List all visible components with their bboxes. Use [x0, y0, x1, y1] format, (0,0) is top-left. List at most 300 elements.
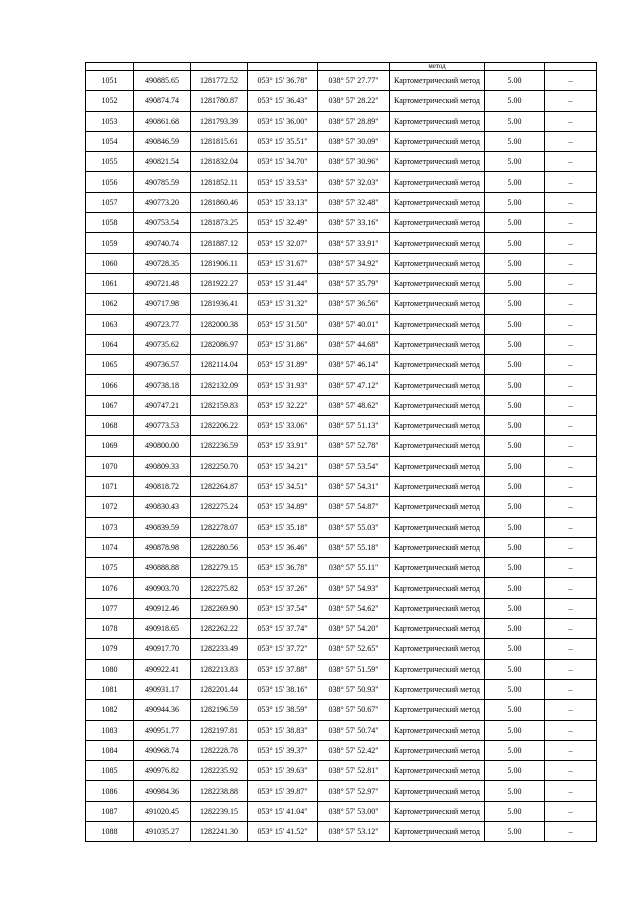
table-row: [86, 131, 597, 151]
method-cell: Картометрический метод: [390, 273, 485, 293]
note-cell: –: [545, 192, 597, 212]
method-cell: Картометрический метод: [390, 355, 485, 375]
longitude-cell: 038° 57' 48.62": [318, 395, 390, 415]
x-coordinate-cell: 490728.35: [134, 253, 191, 273]
point-number-cell: 1057: [86, 192, 134, 212]
point-number-cell: 1059: [86, 233, 134, 253]
accuracy-cell: 5.00: [485, 456, 545, 476]
point-number-cell: 1071: [86, 476, 134, 496]
latitude-cell: 053° 15' 33.13": [248, 192, 318, 212]
accuracy-cell: 5.00: [485, 619, 545, 639]
longitude-cell: 038° 57' 55.03": [318, 517, 390, 537]
table-row: [86, 395, 597, 415]
table-row: [86, 679, 597, 699]
method-cell: Картометрический метод: [390, 659, 485, 679]
x-coordinate-cell: 490735.62: [134, 334, 191, 354]
point-number-cell: 1066: [86, 375, 134, 395]
table-row: [86, 71, 597, 91]
note-cell: –: [545, 111, 597, 131]
method-cell: Картометрический метод: [390, 598, 485, 618]
y-coordinate-cell: 1282235.92: [191, 761, 248, 781]
method-cell: Картометрический метод: [390, 192, 485, 212]
longitude-cell: 038° 57' 52.65": [318, 639, 390, 659]
longitude-cell: 038° 57' 53.54": [318, 456, 390, 476]
point-number-cell: 1061: [86, 273, 134, 293]
x-coordinate-cell: 490785.59: [134, 172, 191, 192]
accuracy-cell: 5.00: [485, 497, 545, 517]
latitude-cell: 053° 15' 32.49": [248, 213, 318, 233]
y-coordinate-cell: 1282233.49: [191, 639, 248, 659]
point-number-cell: 1085: [86, 761, 134, 781]
point-number-cell: 1075: [86, 558, 134, 578]
table-row: [86, 619, 597, 639]
accuracy-cell: 5.00: [485, 679, 545, 699]
longitude-cell: 038° 57' 52.81": [318, 761, 390, 781]
x-coordinate-cell: 490738.18: [134, 375, 191, 395]
table-row: [86, 476, 597, 496]
note-cell: –: [545, 355, 597, 375]
point-number-cell: 1068: [86, 416, 134, 436]
accuracy-cell: 5.00: [485, 740, 545, 760]
point-number-cell: 1060: [86, 253, 134, 273]
method-cell: Картометрический метод: [390, 761, 485, 781]
longitude-cell: 038° 57' 28.22": [318, 91, 390, 111]
accuracy-cell: 5.00: [485, 537, 545, 557]
y-coordinate-cell: 1282206.22: [191, 416, 248, 436]
longitude-cell: 038° 57' 52.42": [318, 740, 390, 760]
note-cell: –: [545, 497, 597, 517]
longitude-cell: 038° 57' 54.20": [318, 619, 390, 639]
note-cell: –: [545, 131, 597, 151]
point-number-cell: 1055: [86, 152, 134, 172]
x-coordinate-cell: 490917.70: [134, 639, 191, 659]
latitude-cell: 053° 15' 34.89": [248, 497, 318, 517]
latitude-cell: 053° 15' 37.72": [248, 639, 318, 659]
x-coordinate-cell: 490931.17: [134, 679, 191, 699]
longitude-cell: 038° 57' 50.93": [318, 679, 390, 699]
note-cell: –: [545, 233, 597, 253]
table-row: [86, 152, 597, 172]
x-coordinate-cell: 490773.53: [134, 416, 191, 436]
note-cell: –: [545, 172, 597, 192]
method-cell: Картометрический метод: [390, 679, 485, 699]
point-number-cell: 1080: [86, 659, 134, 679]
accuracy-cell: 5.00: [485, 253, 545, 273]
latitude-cell: 053° 15' 31.93": [248, 375, 318, 395]
note-cell: –: [545, 476, 597, 496]
point-number-cell: 1078: [86, 619, 134, 639]
accuracy-cell: 5.00: [485, 71, 545, 91]
table-row: [86, 517, 597, 537]
latitude-cell: 053° 15' 32.07": [248, 233, 318, 253]
y-coordinate-cell: 1282228.78: [191, 740, 248, 760]
x-coordinate-cell: 490717.98: [134, 294, 191, 314]
accuracy-cell: 5.00: [485, 781, 545, 801]
latitude-cell: 053° 15' 36.78": [248, 558, 318, 578]
note-cell: –: [545, 821, 597, 841]
y-coordinate-cell: 1282275.82: [191, 578, 248, 598]
table-row: [86, 639, 597, 659]
accuracy-cell: 5.00: [485, 720, 545, 740]
x-coordinate-cell: 490839.59: [134, 517, 191, 537]
y-coordinate-cell: 1282213.83: [191, 659, 248, 679]
longitude-cell: 038° 57' 44.68": [318, 334, 390, 354]
note-cell: –: [545, 700, 597, 720]
method-cell: Картометрический метод: [390, 456, 485, 476]
point-number-cell: 1083: [86, 720, 134, 740]
latitude-cell: 053° 15' 31.32": [248, 294, 318, 314]
longitude-cell: 038° 57' 55.11": [318, 558, 390, 578]
point-number-cell: 1077: [86, 598, 134, 618]
y-coordinate-cell: 1282236.59: [191, 436, 248, 456]
latitude-cell: 053° 15' 35.51": [248, 131, 318, 151]
accuracy-cell: 5.00: [485, 91, 545, 111]
x-coordinate-cell: 490773.20: [134, 192, 191, 212]
note-cell: –: [545, 558, 597, 578]
x-coordinate-cell: 490753.54: [134, 213, 191, 233]
x-coordinate-cell: 490800.00: [134, 436, 191, 456]
point-number-cell: 1053: [86, 111, 134, 131]
accuracy-cell: 5.00: [485, 558, 545, 578]
note-cell: –: [545, 537, 597, 557]
latitude-cell: 053° 15' 38.59": [248, 700, 318, 720]
note-cell: –: [545, 294, 597, 314]
longitude-cell: 038° 57' 28.89": [318, 111, 390, 131]
method-cell: Картометрический метод: [390, 476, 485, 496]
accuracy-cell: 5.00: [485, 761, 545, 781]
x-coordinate-cell: 490951.77: [134, 720, 191, 740]
note-cell: –: [545, 375, 597, 395]
method-cell: Картометрический метод: [390, 395, 485, 415]
point-number-cell: 1052: [86, 91, 134, 111]
table-row: [86, 192, 597, 212]
y-coordinate-cell: 1281922.27: [191, 273, 248, 293]
accuracy-cell: 5.00: [485, 213, 545, 233]
y-coordinate-cell: 1282197.81: [191, 720, 248, 740]
method-cell: Картометрический метод: [390, 152, 485, 172]
y-coordinate-cell: 1281852.11: [191, 172, 248, 192]
method-cell: Картометрический метод: [390, 781, 485, 801]
longitude-cell: 038° 57' 54.93": [318, 578, 390, 598]
table-row: [86, 111, 597, 131]
accuracy-cell: 5.00: [485, 233, 545, 253]
accuracy-cell: 5.00: [485, 416, 545, 436]
y-coordinate-cell: 1282264.87: [191, 476, 248, 496]
accuracy-cell: 5.00: [485, 517, 545, 537]
longitude-cell: 038° 57' 36.56": [318, 294, 390, 314]
method-cell: Картометрический метод: [390, 436, 485, 456]
x-coordinate-cell: 490984.36: [134, 781, 191, 801]
latitude-cell: 053° 15' 34.51": [248, 476, 318, 496]
latitude-cell: 053° 15' 34.70": [248, 152, 318, 172]
table-row: [86, 781, 597, 801]
latitude-cell: 053° 15' 33.91": [248, 436, 318, 456]
method-cell: Картометрический метод: [390, 740, 485, 760]
longitude-cell: 038° 57' 27.77": [318, 71, 390, 91]
accuracy-cell: 5.00: [485, 700, 545, 720]
longitude-cell: 038° 57' 52.78": [318, 436, 390, 456]
table-row: [86, 497, 597, 517]
longitude-cell: 038° 57' 40.01": [318, 314, 390, 334]
table-row: [86, 537, 597, 557]
accuracy-cell: 5.00: [485, 172, 545, 192]
note-cell: –: [545, 517, 597, 537]
table-row: [86, 761, 597, 781]
x-coordinate-cell: 490736.57: [134, 355, 191, 375]
method-cell: Картометрический метод: [390, 821, 485, 841]
latitude-cell: 053° 15' 34.21": [248, 456, 318, 476]
point-number-cell: 1082: [86, 700, 134, 720]
accuracy-cell: 5.00: [485, 801, 545, 821]
x-coordinate-cell: 490830.43: [134, 497, 191, 517]
table-row: [86, 720, 597, 740]
longitude-cell: 038° 57' 32.48": [318, 192, 390, 212]
y-coordinate-cell: 1281815.61: [191, 131, 248, 151]
point-number-cell: 1051: [86, 71, 134, 91]
note-cell: –: [545, 619, 597, 639]
accuracy-cell: 5.00: [485, 375, 545, 395]
point-number-cell: 1069: [86, 436, 134, 456]
point-number-cell: 1072: [86, 497, 134, 517]
longitude-cell: 038° 57' 53.00": [318, 801, 390, 821]
table-row: [86, 436, 597, 456]
longitude-cell: 038° 57' 51.59": [318, 659, 390, 679]
latitude-cell: 053° 15' 37.74": [248, 619, 318, 639]
method-cell: Картометрический метод: [390, 416, 485, 436]
longitude-cell: 038° 57' 50.74": [318, 720, 390, 740]
y-coordinate-cell: 1282239.15: [191, 801, 248, 821]
y-coordinate-cell: 1282201.44: [191, 679, 248, 699]
latitude-cell: 053° 15' 39.63": [248, 761, 318, 781]
continued-cell-8: [545, 63, 597, 71]
table-row: [86, 821, 597, 841]
note-cell: –: [545, 801, 597, 821]
x-coordinate-cell: 490846.59: [134, 131, 191, 151]
x-coordinate-cell: 491035.27: [134, 821, 191, 841]
y-coordinate-cell: 1281832.04: [191, 152, 248, 172]
x-coordinate-cell: 490976.82: [134, 761, 191, 781]
note-cell: –: [545, 395, 597, 415]
longitude-cell: 038° 57' 51.13": [318, 416, 390, 436]
method-cell: Картометрический метод: [390, 253, 485, 273]
method-cell: Картометрический метод: [390, 619, 485, 639]
note-cell: –: [545, 598, 597, 618]
method-cell: Картометрический метод: [390, 294, 485, 314]
method-cell: Картометрический метод: [390, 111, 485, 131]
longitude-cell: 038° 57' 54.62": [318, 598, 390, 618]
longitude-cell: 038° 57' 33.16": [318, 213, 390, 233]
method-cell: Картометрический метод: [390, 558, 485, 578]
point-number-cell: 1058: [86, 213, 134, 233]
longitude-cell: 038° 57' 52.97": [318, 781, 390, 801]
accuracy-cell: 5.00: [485, 131, 545, 151]
table-row: [86, 334, 597, 354]
y-coordinate-cell: 1281906.11: [191, 253, 248, 273]
longitude-cell: 038° 57' 55.18": [318, 537, 390, 557]
coordinates-table: [85, 62, 597, 842]
point-number-cell: 1087: [86, 801, 134, 821]
x-coordinate-cell: 490918.65: [134, 619, 191, 639]
table-row: [86, 314, 597, 334]
point-number-cell: 1063: [86, 314, 134, 334]
table-row: [86, 91, 597, 111]
y-coordinate-cell: 1281780.87: [191, 91, 248, 111]
latitude-cell: 053° 15' 31.44": [248, 273, 318, 293]
y-coordinate-cell: 1281772.52: [191, 71, 248, 91]
latitude-cell: 053° 15' 31.86": [248, 334, 318, 354]
longitude-cell: 038° 57' 46.14": [318, 355, 390, 375]
longitude-cell: 038° 57' 50.67": [318, 700, 390, 720]
x-coordinate-cell: 490861.68: [134, 111, 191, 131]
method-cell: Картометрический метод: [390, 131, 485, 151]
note-cell: –: [545, 720, 597, 740]
note-cell: –: [545, 273, 597, 293]
continued-cell-5: [318, 63, 390, 71]
y-coordinate-cell: 1282278.07: [191, 517, 248, 537]
latitude-cell: 053° 15' 36.46": [248, 537, 318, 557]
x-coordinate-cell: 490885.65: [134, 71, 191, 91]
y-coordinate-cell: 1281873.25: [191, 213, 248, 233]
longitude-cell: 038° 57' 32.03": [318, 172, 390, 192]
latitude-cell: 053° 15' 37.88": [248, 659, 318, 679]
x-coordinate-cell: 490821.54: [134, 152, 191, 172]
y-coordinate-cell: 1282114.04: [191, 355, 248, 375]
continued-method-cell: метод: [390, 63, 485, 71]
x-coordinate-cell: 490912.46: [134, 598, 191, 618]
table-row: [86, 294, 597, 314]
method-cell: Картометрический метод: [390, 700, 485, 720]
point-number-cell: 1086: [86, 781, 134, 801]
x-coordinate-cell: 490721.48: [134, 273, 191, 293]
longitude-cell: 038° 57' 34.92": [318, 253, 390, 273]
table-row: [86, 578, 597, 598]
latitude-cell: 053° 15' 31.89": [248, 355, 318, 375]
accuracy-cell: 5.00: [485, 273, 545, 293]
longitude-cell: 038° 57' 30.09": [318, 131, 390, 151]
y-coordinate-cell: 1282238.88: [191, 781, 248, 801]
table-row: [86, 740, 597, 760]
point-number-cell: 1073: [86, 517, 134, 537]
accuracy-cell: 5.00: [485, 192, 545, 212]
method-cell: Картометрический метод: [390, 375, 485, 395]
latitude-cell: 053° 15' 36.00": [248, 111, 318, 131]
longitude-cell: 038° 57' 54.31": [318, 476, 390, 496]
accuracy-cell: 5.00: [485, 355, 545, 375]
point-number-cell: 1074: [86, 537, 134, 557]
point-number-cell: 1056: [86, 172, 134, 192]
x-coordinate-cell: 490922.41: [134, 659, 191, 679]
method-cell: Картометрический метод: [390, 314, 485, 334]
point-number-cell: 1065: [86, 355, 134, 375]
method-cell: Картометрический метод: [390, 334, 485, 354]
method-cell: Картометрический метод: [390, 213, 485, 233]
method-cell: Картометрический метод: [390, 801, 485, 821]
y-coordinate-cell: 1282250.70: [191, 456, 248, 476]
point-number-cell: 1070: [86, 456, 134, 476]
point-number-cell: 1067: [86, 395, 134, 415]
note-cell: –: [545, 578, 597, 598]
y-coordinate-cell: 1282196.59: [191, 700, 248, 720]
note-cell: –: [545, 781, 597, 801]
accuracy-cell: 5.00: [485, 659, 545, 679]
y-coordinate-cell: 1282262.22: [191, 619, 248, 639]
y-coordinate-cell: 1281793.39: [191, 111, 248, 131]
table-row: [86, 598, 597, 618]
note-cell: –: [545, 416, 597, 436]
x-coordinate-cell: 490874.74: [134, 91, 191, 111]
latitude-cell: 053° 15' 33.06": [248, 416, 318, 436]
latitude-cell: 053° 15' 37.26": [248, 578, 318, 598]
point-number-cell: 1084: [86, 740, 134, 760]
note-cell: –: [545, 436, 597, 456]
longitude-cell: 038° 57' 33.91": [318, 233, 390, 253]
method-cell: Картометрический метод: [390, 71, 485, 91]
note-cell: –: [545, 456, 597, 476]
continued-cell-7: [485, 63, 545, 71]
table-row: [86, 659, 597, 679]
accuracy-cell: 5.00: [485, 436, 545, 456]
table-row: [86, 375, 597, 395]
point-number-cell: 1081: [86, 679, 134, 699]
y-coordinate-cell: 1282279.15: [191, 558, 248, 578]
note-cell: –: [545, 740, 597, 760]
latitude-cell: 053° 15' 39.37": [248, 740, 318, 760]
x-coordinate-cell: 490888.88: [134, 558, 191, 578]
accuracy-cell: 5.00: [485, 639, 545, 659]
accuracy-cell: 5.00: [485, 314, 545, 334]
x-coordinate-cell: 490809.33: [134, 456, 191, 476]
table-row: [86, 801, 597, 821]
accuracy-cell: 5.00: [485, 821, 545, 841]
latitude-cell: 053° 15' 38.16": [248, 679, 318, 699]
x-coordinate-cell: 490944.36: [134, 700, 191, 720]
accuracy-cell: 5.00: [485, 395, 545, 415]
accuracy-cell: 5.00: [485, 476, 545, 496]
table-row: [86, 355, 597, 375]
method-cell: Картометрический метод: [390, 517, 485, 537]
y-coordinate-cell: 1282269.90: [191, 598, 248, 618]
method-cell: Картометрический метод: [390, 639, 485, 659]
continued-cell-4: [248, 63, 318, 71]
method-cell: Картометрический метод: [390, 91, 485, 111]
longitude-cell: 038° 57' 30.96": [318, 152, 390, 172]
accuracy-cell: 5.00: [485, 294, 545, 314]
y-coordinate-cell: 1282275.24: [191, 497, 248, 517]
continued-row: [86, 63, 597, 71]
note-cell: –: [545, 91, 597, 111]
note-cell: –: [545, 334, 597, 354]
accuracy-cell: 5.00: [485, 334, 545, 354]
table-row: [86, 700, 597, 720]
method-cell: Картометрический метод: [390, 172, 485, 192]
table-row: [86, 253, 597, 273]
note-cell: –: [545, 639, 597, 659]
table-row: [86, 172, 597, 192]
point-number-cell: 1079: [86, 639, 134, 659]
x-coordinate-cell: 490740.74: [134, 233, 191, 253]
table-row: [86, 213, 597, 233]
latitude-cell: 053° 15' 41.52": [248, 821, 318, 841]
note-cell: –: [545, 659, 597, 679]
y-coordinate-cell: 1281887.12: [191, 233, 248, 253]
point-number-cell: 1064: [86, 334, 134, 354]
note-cell: –: [545, 761, 597, 781]
latitude-cell: 053° 15' 33.53": [248, 172, 318, 192]
latitude-cell: 053° 15' 32.22": [248, 395, 318, 415]
y-coordinate-cell: 1282280.56: [191, 537, 248, 557]
method-cell: Картометрический метод: [390, 233, 485, 253]
continued-cell-1: [86, 63, 134, 71]
